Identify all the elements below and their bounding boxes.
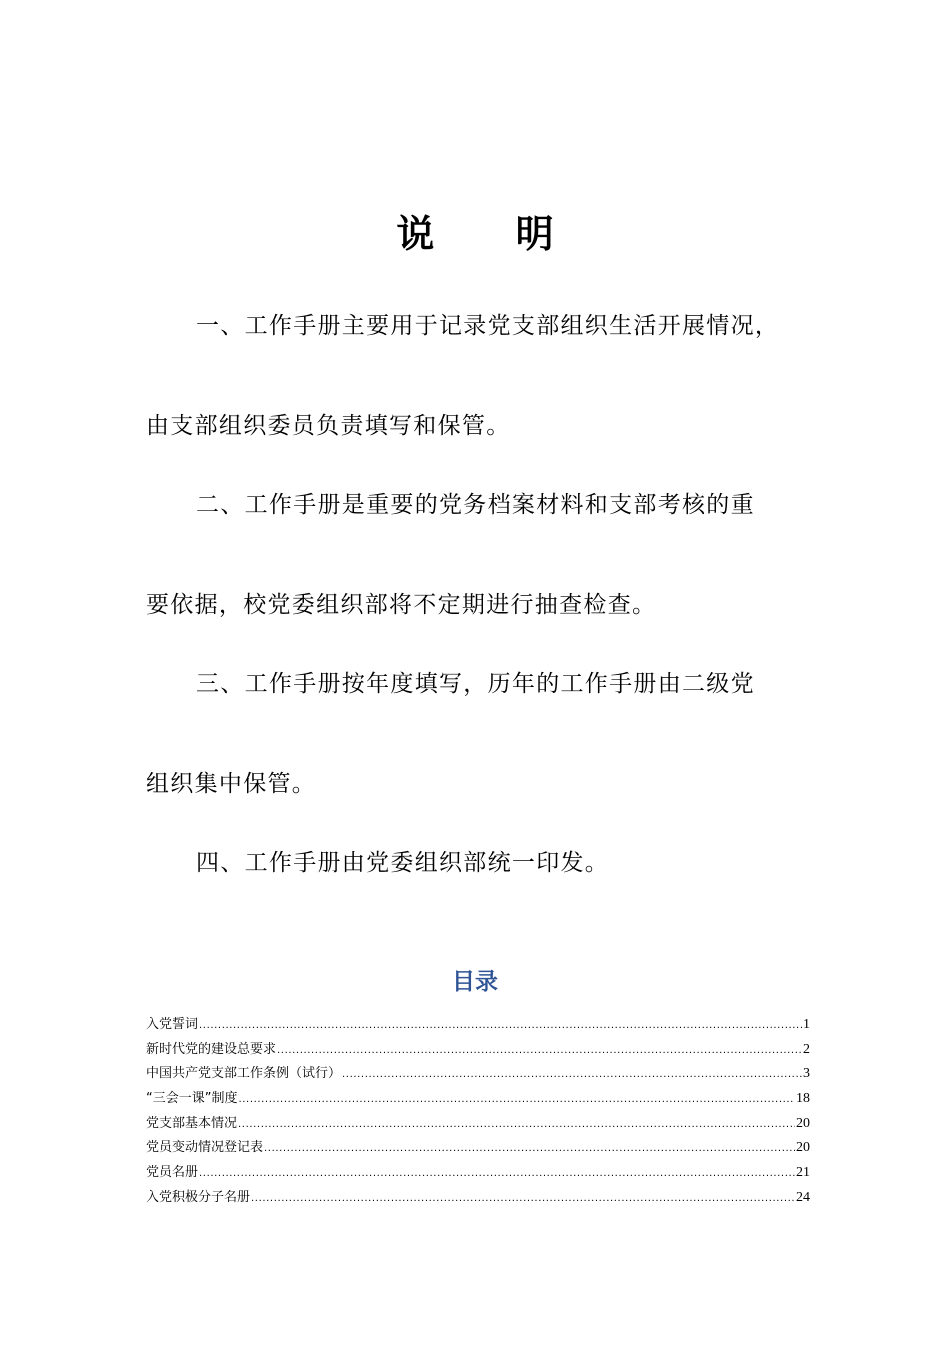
toc-item-oath[interactable] [146,1013,810,1038]
toc-item-page: 21 [796,1165,810,1181]
paragraph-1-line-1: 一、工作手册主要用于记录党支部组织生活开展情况， [196,313,780,339]
toc-item-page: 20 [796,1140,810,1156]
toc-item-label: 新时代党的建设总要求 [146,1041,277,1057]
toc-item-page: 3 [803,1066,810,1082]
toc-item-label: “三会一课”制度 [146,1091,238,1107]
toc-item-party-building[interactable] [146,1038,810,1063]
toc-item-branch-info[interactable] [146,1112,810,1137]
toc-dot-leader [251,1187,795,1211]
toc-item-page: 2 [803,1041,810,1057]
toc-item-branch-regulations[interactable] [146,1062,810,1087]
paragraph-3-line-2: 组织集中保管。 [146,771,317,797]
toc-item-member-roster[interactable] [146,1161,810,1186]
paragraph-2-line-2: 要依据，校党委组织部将不定期进行抽查检查。 [146,592,657,618]
toc-item-label: 党员变动情况登记表 [146,1140,264,1156]
toc-dot-leader [238,1113,795,1137]
toc-item-page: 1 [803,1017,810,1032]
toc-item-label: 中国共产党支部工作条例（试行） [146,1066,342,1082]
toc-item-member-changes[interactable] [146,1136,810,1161]
toc-item-three-meetings[interactable] [146,1087,810,1112]
paragraph-1-line-2: 由支部组织委员负责填写和保管。 [146,413,511,439]
table-of-contents [146,1013,810,1211]
toc-item-activist-roster[interactable] [146,1186,810,1211]
toc-dot-leader [264,1137,795,1161]
toc-item-label: 入党积极分子名册 [146,1189,251,1205]
toc-dot-leader [238,1088,795,1112]
toc-item-label: 入党誓词 [146,1017,199,1032]
toc-item-label: 党支部基本情况 [146,1115,238,1131]
toc-dot-leader [342,1063,802,1087]
toc-item-page: 24 [796,1189,810,1205]
toc-dot-leader [199,1162,795,1186]
toc-item-page: 20 [796,1115,810,1131]
document-title: 说 明 [396,211,588,256]
paragraph-3-line-1: 三、工作手册按年度填写，历年的工作手册由二级党 [196,671,755,697]
toc-title: 目录 [452,969,498,995]
toc-dot-leader [277,1039,802,1063]
toc-item-page: 18 [796,1091,810,1107]
paragraph-2-line-1: 二、工作手册是重要的党务档案材料和支部考核的重 [196,492,755,518]
toc-item-label: 党员名册 [146,1165,199,1181]
toc-dot-leader [199,1014,802,1038]
paragraph-4-line-1: 四、工作手册由党委组织部统一印发。 [196,850,610,876]
